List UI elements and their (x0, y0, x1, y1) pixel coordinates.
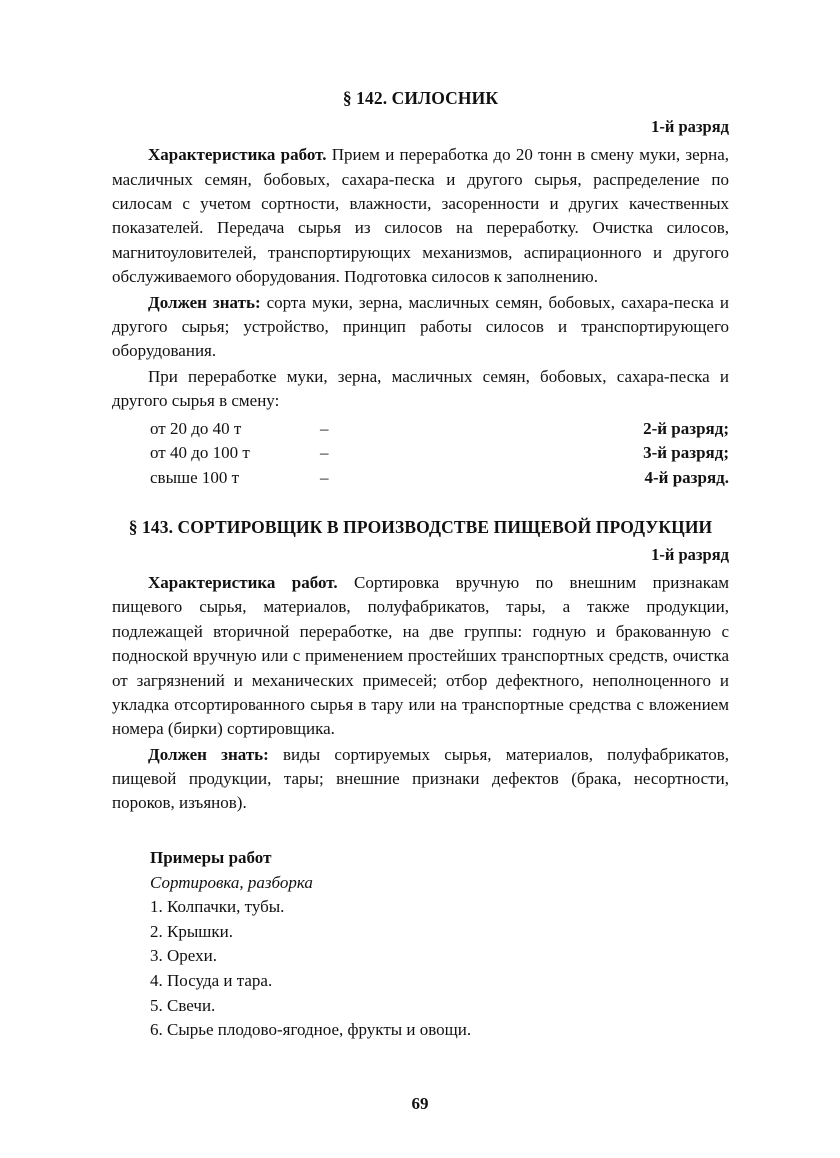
paragraph-142-must-know (112, 291, 729, 364)
grade-range: свыше 100 т (150, 467, 240, 487)
list-item: 3. Орехи. (150, 946, 217, 966)
page-number: 69 (411, 1094, 429, 1113)
grade-dash: – (320, 443, 329, 463)
grade-rank: 4-й разряд. (644, 467, 729, 487)
grade-dash: – (320, 418, 329, 438)
grade-range: от 20 до 40 т (150, 418, 242, 438)
page-content (112, 88, 729, 1043)
paragraph-body-text: сорта муки, зерна, масличных семян, бобовых, сахара-песка и другого сырья; устройство, принцип работы силосов и транспортирующего оборудования. (112, 292, 729, 361)
section-heading-142: § 142. СИЛОСНИК (342, 88, 499, 108)
paragraph-body-text: Прием и переработка до 20 тонн в смену муки, зерна, масличных семян, бобовых, сахара-песка и другого сырья, распределение по силосам с учетом сортности, влажности, засоренности и других качественных показателей. Передача сырья из силосов на переработку. Очистка силосов, магнитоуловителей, транспортирующих механизмов, аспирационного и другого обслуживаемого оборудования. Подготовка силосов к заполнению. (112, 145, 730, 287)
examples-title: Примеры работ (150, 847, 272, 867)
section-143-grade: 1-й разряд (651, 544, 729, 564)
table-row (112, 466, 729, 491)
section-142-grade: 1-й разряд (651, 116, 729, 136)
list-item: 2. Крышки. (150, 921, 233, 941)
paragraph-lead-label: Характеристика работ. (148, 572, 338, 592)
paragraph-lead-label: Должен знать: (148, 744, 269, 764)
list-item: 5. Свечи. (150, 995, 216, 1015)
grade-dash: – (320, 467, 329, 487)
list-item: 4. Посуда и тара. (150, 971, 273, 991)
examples-list (112, 895, 729, 1043)
paragraph-body-text: виды сортируемых сырья, материалов, полуфабрикатов, пищевой продукции, тары; внешние признаки дефектов (брака, несортности, пороков, изъянов). (112, 744, 730, 813)
grade-range: от 40 до 100 т (150, 443, 250, 463)
grade-rank: 2-й разряд; (643, 418, 729, 438)
grade-rank: 3-й разряд; (643, 443, 729, 463)
examples-subtitle: Сортировка, разборка (150, 872, 313, 892)
table-row (112, 441, 729, 466)
paragraph-143-must-know (112, 743, 729, 816)
paragraph-lead-label: Характеристика работ. (148, 145, 327, 165)
paragraph-body-text: При переработке муки, зерна, масличных семян, бобовых, сахара-песка и другого сырья в смену: (112, 366, 729, 411)
grade-table-142 (112, 417, 729, 491)
table-row (112, 417, 729, 442)
paragraph-lead-label: Должен знать: (148, 292, 261, 312)
examples-block (112, 846, 729, 1043)
list-item: 6. Сырье плодово-ягодное, фрукты и овощи. (150, 1020, 472, 1040)
paragraph-142-processing-intro (112, 365, 729, 414)
paragraph-142-characteristics (112, 143, 729, 289)
paragraph-143-characteristics (112, 571, 729, 742)
paragraph-body-text: Сортировка вручную по внешним признакам пищевого сырья, материалов, полуфабрикатов, тары, а также продукции, подлежащей вторичной переработке, на две группы: годную и бракованную с подноской вручную или с применением простейших транспортных средств, очистка от загрязнений и механических примесей; отбор дефектного, неполноценного и укладка отсортированного сырья в тару или на транспортные средства с вложением номера (бирки) сортировщика. (112, 572, 729, 739)
list-item: 1. Колпачки, тубы. (150, 897, 285, 917)
section-heading-143: § 143. СОРТИРОВЩИК В ПРОИЗВОДСТВЕ ПИЩЕВОЙ ПРОДУКЦИИ (128, 516, 713, 537)
